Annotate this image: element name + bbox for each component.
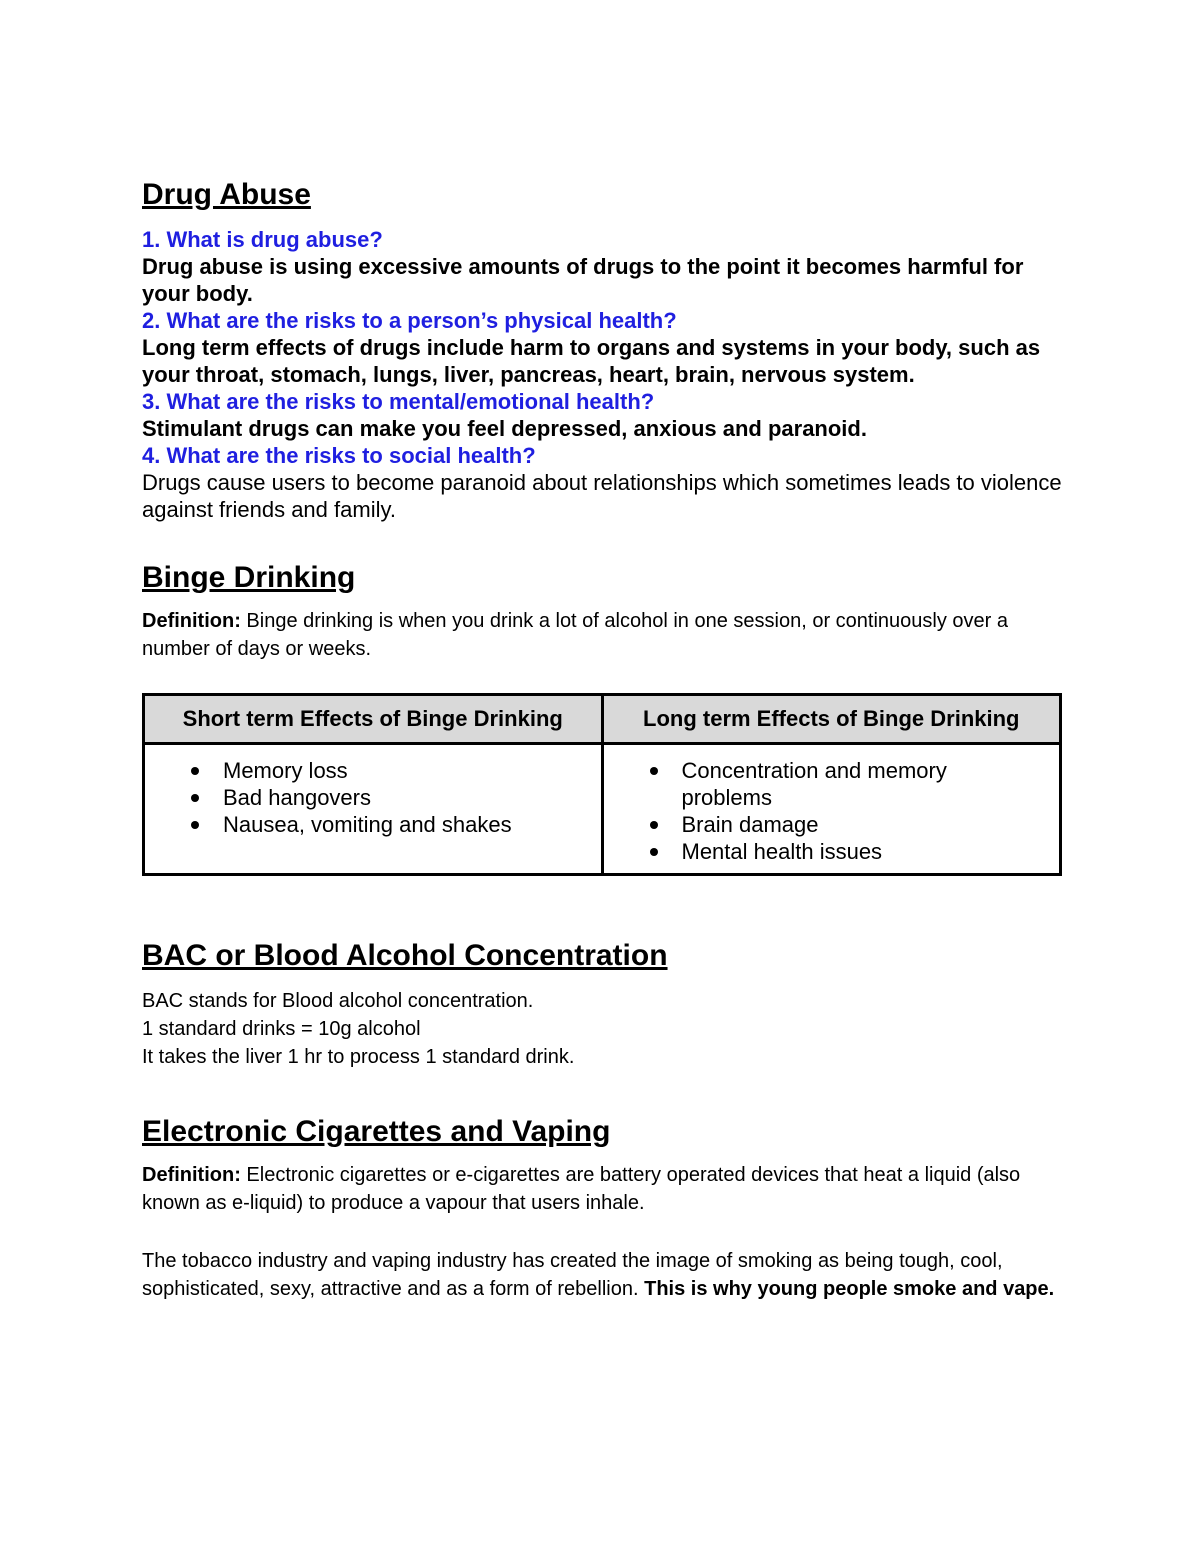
ecig-paragraph-text: The tobacco industry and vaping industry has created the image of smoking as being tough, cool, sophisticated, sexy, attractive and as a form of rebellion.: [142, 1250, 1003, 1300]
binge-definition-label: Definition:: [142, 610, 241, 632]
list-item: Nausea, vomiting and shakes: [223, 811, 601, 838]
answer-1: Drug abuse is using excessive amounts of drugs to the point it becomes harmful for your body.: [142, 254, 1024, 306]
question-1: 1. What is drug abuse?: [142, 227, 383, 252]
table-header-row: [144, 695, 1061, 744]
document-page: [142, 176, 1062, 1303]
bac-line-2: 1 standard drinks = 10g alcohol: [142, 1018, 421, 1040]
binge-definition-text: Binge drinking is when you drink a lot of alcohol in one session, or continuously over a number of days or weeks.: [142, 610, 1008, 660]
ecig-definition-text: Electronic cigarettes or e-cigarettes are battery operated devices that heat a liquid (also known as e-liquid) to produce a vapour that users inhale.: [142, 1164, 1021, 1214]
question-3: 3. What are the risks to mental/emotional health?: [142, 389, 655, 414]
bac-line-3: It takes the liver 1 hr to process 1 standard drink.: [142, 1046, 575, 1068]
bac-line-1: BAC stands for Blood alcohol concentration.: [142, 990, 534, 1012]
long-term-header: Long term Effects of Binge Drinking: [602, 695, 1061, 744]
short-term-cell: [144, 744, 603, 875]
short-term-header: Short term Effects of Binge Drinking: [144, 695, 603, 744]
list-item: Brain damage: [682, 811, 1060, 838]
table-row: [144, 744, 1061, 875]
answer-4: Drugs cause users to become paranoid about relationships which sometimes leads to violence against friends and family.: [142, 470, 1062, 522]
ecig-definition-label: Definition:: [142, 1164, 241, 1186]
short-term-list: [145, 757, 601, 838]
list-item: Concentration and memory problems: [682, 757, 982, 811]
answer-3: Stimulant drugs can make you feel depressed, anxious and paranoid.: [142, 416, 867, 441]
bac-heading: BAC or Blood Alcohol Concentration: [142, 939, 668, 972]
ecig-paragraph-bold: This is why young people smoke and vape.: [644, 1278, 1055, 1300]
question-2: 2. What are the risks to a person’s physical health?: [142, 308, 677, 333]
binge-effects-table: [142, 693, 1062, 876]
list-item: Mental health issues: [682, 838, 1060, 865]
list-item: Bad hangovers: [223, 784, 601, 811]
binge-drinking-heading: Binge Drinking: [142, 561, 356, 594]
answer-2: Long term effects of drugs include harm to organs and systems in your body, such as your throat, stomach, lungs, liver, pancreas, heart, brain, nervous system.: [142, 335, 1041, 387]
question-4: 4. What are the risks to social health?: [142, 443, 536, 468]
list-item: Memory loss: [223, 757, 601, 784]
long-term-cell: [602, 744, 1061, 875]
ecig-heading: Electronic Cigarettes and Vaping: [142, 1115, 611, 1148]
ecig-paragraph: [142, 1247, 1062, 1303]
binge-definition: [142, 607, 1062, 663]
ecig-definition: [142, 1161, 1062, 1217]
long-term-list: [604, 757, 1060, 865]
drug-abuse-heading: Drug Abuse: [142, 178, 311, 211]
